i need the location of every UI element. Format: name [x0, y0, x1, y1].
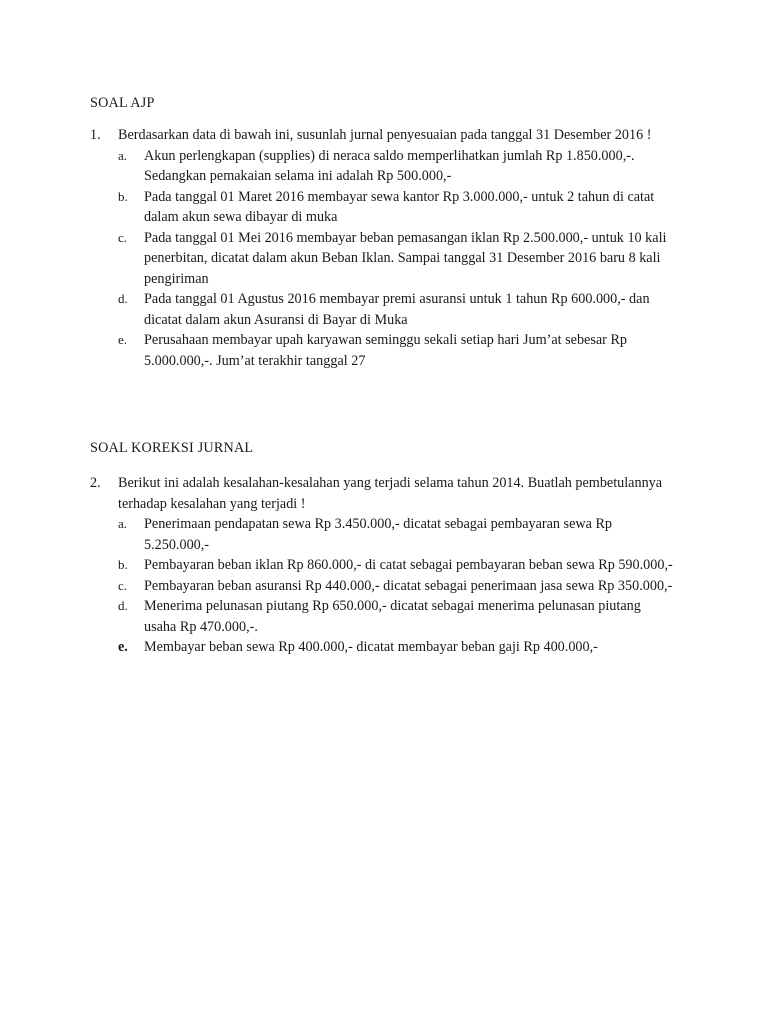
question-number: 1.	[90, 127, 101, 143]
list-item	[118, 637, 676, 658]
list-item	[118, 146, 676, 187]
item-text: Perusahaan membayar upah karyawan seminggu sekali setiap hari Jum’at sebesar Rp 5.000.000,-. Jum’at terakhir tanggal 27	[144, 332, 628, 369]
list-item	[118, 228, 676, 290]
item-letter: d.	[118, 291, 128, 306]
item-text: Pada tanggal 01 Agustus 2016 membayar premi asuransi untuk 1 tahun Rp 600.000,- dan dicatat dalam akun Asuransi di Bayar di Muka	[144, 291, 650, 328]
question-1	[90, 125, 690, 371]
list-item	[118, 555, 676, 576]
item-text: Membayar beban sewa Rp 400.000,- dicatat membayar beban gaji Rp 400.000,-	[144, 639, 598, 655]
question-number: 2.	[90, 475, 101, 491]
item-letter: b.	[118, 188, 128, 204]
list-item	[118, 514, 676, 555]
item-letter: c.	[118, 577, 128, 593]
item-letter: a.	[118, 516, 128, 531]
item-text: Menerima pelunasan piutang Rp 650.000,- dicatat sebagai menerima pelunasan piutang usaha Rp 470.000,-.	[144, 598, 641, 635]
question-2	[90, 473, 690, 658]
section-heading-ajp: SOAL AJP	[90, 95, 155, 111]
item-text: Pada tanggal 01 Mei 2016 membayar beban pemasangan iklan Rp 2.500.000,- untuk 10 kali penerbitan, dicatat dalam akun Beban Iklan. Sampai tanggal 31 Desember 2016 baru 8 kali pengiriman	[144, 229, 667, 287]
item-text: Pembayaran beban iklan Rp 860.000,- di catat sebagai pembayaran beban sewa Rp 590.000,-	[144, 557, 673, 573]
list-item	[118, 289, 676, 330]
item-letter: e.	[118, 639, 128, 655]
list-item	[118, 576, 676, 597]
item-text: Penerimaan pendapatan sewa Rp 3.450.000,- dicatat sebagai pembayaran sewa Rp 5.250.000,-	[144, 516, 613, 553]
item-letter: c.	[118, 229, 128, 245]
section-heading-koreksi-jurnal: SOAL KOREKSI JURNAL	[90, 440, 254, 456]
question-text: Berdasarkan data di bawah ini, susunlah jurnal penyesuaian pada tanggal 31 Desember 2016 !	[118, 127, 652, 143]
question-items	[118, 146, 690, 372]
item-letter: a.	[118, 147, 128, 163]
item-text: Pembayaran beban asuransi Rp 440.000,- dicatat sebagai penerimaan jasa sewa Rp 350.000,-	[144, 577, 673, 594]
question-text: Berikut ini adalah kesalahan-kesalahan yang terjadi selama tahun 2014. Buatlah pembetulannya terhadap kesalahan yang terjadi !	[118, 475, 663, 512]
item-text: Pada tanggal 01 Maret 2016 membayar sewa kantor Rp 3.000.000,- untuk 2 tahun di catat dalam akun sewa dibayar di muka	[144, 188, 655, 225]
item-letter: e.	[118, 332, 128, 347]
item-text: Akun perlengkapan (supplies) di neraca saldo memperlihatkan jumlah Rp 1.850.000,-. Sedangkan pemakaian selama ini adalah Rp 500.000,-	[144, 147, 635, 184]
item-letter: d.	[118, 598, 128, 613]
list-item	[118, 596, 676, 637]
list-item	[118, 330, 676, 371]
item-letter: b.	[118, 557, 128, 572]
list-item	[118, 187, 676, 228]
question-items	[118, 514, 690, 658]
